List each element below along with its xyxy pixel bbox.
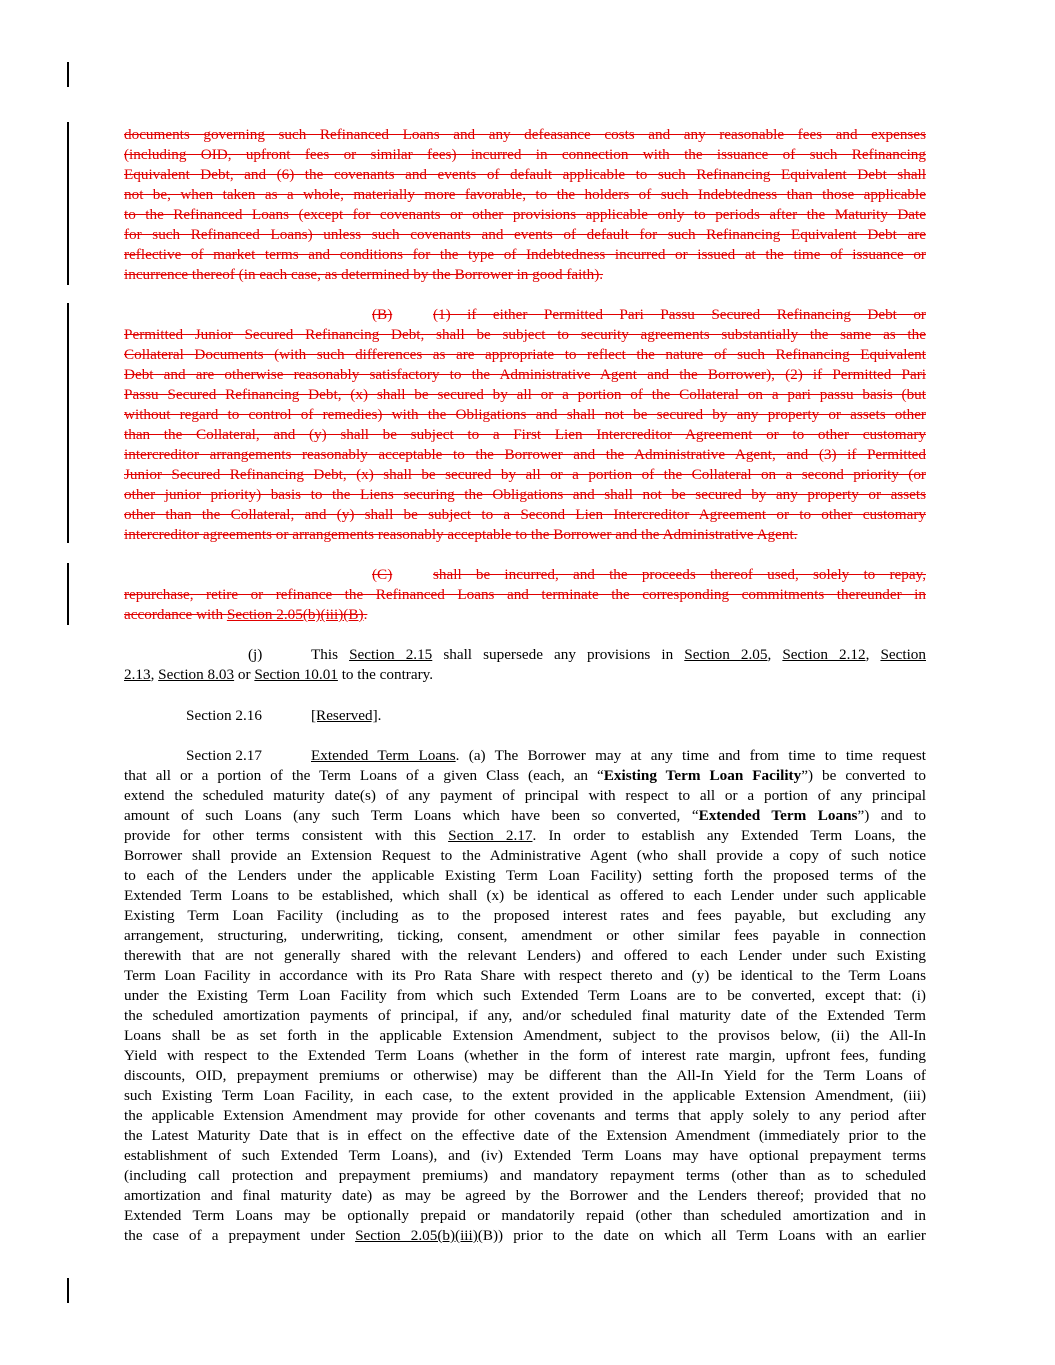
text-line: the Latest Maturity Date that is in effect on the effective date of the Extension Amendment (immediately prior to the <box>124 1127 926 1144</box>
text-line: extend the scheduled maturity date(s) of any payment of principal with respect to all or a portion of any principal <box>124 787 926 804</box>
text-run: (B)) prior to the date on which all Term Loans with an earlier <box>477 1227 926 1244</box>
text-run: ”) and to <box>857 807 926 824</box>
text-line: for such Refinanced Loans) unless such covenants and events of default for such Refinancing Equivalent Debt are <box>124 226 926 243</box>
text-line: such Existing Term Loan Facility, in each case, to the extent provided in the applicable Extension Amendment, (iii) <box>124 1087 926 1104</box>
section-reference[interactable]: Section 2.05 <box>684 646 768 663</box>
clause-label: (j) <box>248 646 263 663</box>
text-line: Borrower shall provide an Extension Request to the Administrative Agent (who shall provide a copy of such notice <box>124 847 926 864</box>
text-run: the case of a prepayment under <box>124 1227 356 1244</box>
section-reference[interactable]: Section 2.05(b)(iii) <box>355 1227 478 1244</box>
text-run: This <box>311 646 350 663</box>
change-bar <box>67 563 69 625</box>
text-line: Loans shall be as set forth in the applicable Extension Amendment, subject to the provisos below, (ii) the All-In <box>124 1027 926 1044</box>
section-number: Section 2.16 <box>186 707 262 724</box>
text-line: Yield with respect to the Extended Term Loans (whether in the form of interest rate margin, upfront fees, funding <box>124 1047 926 1064</box>
text-line: establishment of such Extended Term Loans), and (iv) Extended Term Loans may have optional prepayment terms <box>124 1147 926 1164</box>
section-reference[interactable]: Section 2.17 <box>448 827 533 844</box>
text-run: or <box>234 666 255 683</box>
text-line: to the Refinanced Loans (except for covenants or other provisions applicable only to periods after the Maturity Date <box>124 206 926 223</box>
text-line: than the Collateral, and (y) shall be subject to a First Lien Intercreditor Agreement or to other customary <box>124 426 926 443</box>
text-line <box>311 746 926 766</box>
text-line: under the Existing Term Loan Facility from which such Extended Term Loans are to be converted, except that: (i) <box>124 987 926 1004</box>
text-run: . <box>363 606 368 623</box>
text-line: Debt and are otherwise reasonably satisfactory to the Administrative Agent and the Borrower), (2) if Permitted Pari <box>124 366 926 383</box>
text-line: Term Loan Facility in accordance with its Pro Rata Share with respect thereto and (y) be identical to the Term Loans <box>124 967 926 984</box>
text-line: other than the Collateral, and (y) shall be subject to a Second Lien Intercreditor Agreement or to other customary <box>124 506 926 523</box>
text-line: to each of the Lenders under the applicable Existing Term Loan Facility) setting forth the proposed terms of the <box>124 867 926 884</box>
text-run: amount of such Loans (any such Term Loans which have been so converted, “ <box>124 807 699 824</box>
text-run: to the contrary. <box>337 666 434 683</box>
text-line <box>124 665 926 685</box>
section-title: [Reserved] <box>311 707 378 724</box>
text-line <box>124 1226 926 1246</box>
text-line: the applicable Extension Amendment may provide for other covenants and terms that apply solely to any period after <box>124 1107 926 1124</box>
change-bar <box>67 62 69 87</box>
section-reference[interactable]: Section 2.12 <box>782 646 866 663</box>
text-run: . <box>377 707 382 724</box>
text-run: . (a) The Borrower may at any time and from time to time request <box>455 747 927 764</box>
text-line <box>311 645 926 665</box>
text-line <box>124 605 926 625</box>
text-line: therewith that are not generally shared with the relevant Lenders) and offered to each Lender under such Existing <box>124 947 926 964</box>
clause-label: (C) <box>372 566 393 583</box>
section-reference[interactable]: Section 2.15 <box>349 646 433 663</box>
text-line: incurrence thereof (in each case, as determined by the Borrower in good faith). <box>124 266 604 283</box>
text-run: shall supersede any provisions in <box>432 646 685 663</box>
section-heading <box>311 706 511 726</box>
text-run: that all or a portion of the Term Loans of a given Class (each, an “ <box>124 767 604 784</box>
text-line: Permitted Junior Secured Refinancing Debt, shall be subject to security agreements substantially the same as the <box>124 326 926 343</box>
section-reference[interactable]: 2.13 <box>124 666 151 683</box>
text-line: Passu Secured Refinancing Debt, (x) shall be secured by all or a portion of the Collateral on a pari passu basis (but <box>124 386 926 403</box>
text-run: accordance with <box>124 606 227 623</box>
text-line: Equivalent Debt, and (6) the covenants and events of default applicable to such Refinancing Equivalent Debt shall <box>124 166 926 183</box>
section-reference[interactable]: Section <box>880 646 926 663</box>
text-line: amortization and final maturity date) as may be agreed by the Borrower and the Lenders thereof; provided that no <box>124 1187 926 1204</box>
text-line: Extended Term Loans may be optionally prepaid or mandatorily repaid (other than scheduled amortization and in <box>124 1207 926 1224</box>
text-line: documents governing such Refinanced Loans and any defeasance costs and any reasonable fees and expenses <box>124 126 926 143</box>
text-line: Collateral Documents (with such differences as are appropriate to reflect the nature of such Refinancing Equivalent <box>124 346 926 363</box>
text-run: provide for other terms consistent with this <box>124 827 449 844</box>
text-line: intercreditor arrangements reasonably acceptable to the Borrower and the Administrative Agent, and (3) if Permitted <box>124 446 926 463</box>
change-bar <box>67 122 69 285</box>
section-reference[interactable]: Section 8.03 <box>158 666 235 683</box>
text-line <box>124 826 926 846</box>
text-line <box>124 766 926 786</box>
clause-label: (B) <box>372 306 393 323</box>
text-line: Junior Secured Refinancing Debt, (x) shall be secured by all or a portion of the Collateral on a second priority (or <box>124 466 926 483</box>
text-line: without regard to control of remedies) with the Obligations and shall not be secured by any property or assets other <box>124 406 926 423</box>
text-line: Existing Term Loan Facility (including as to the proposed interest rates and fees payable, but excluding any <box>124 907 926 924</box>
text-run: ”) be converted to <box>801 767 927 784</box>
defined-term: Extended Term Loans <box>698 807 858 824</box>
text-line: repurchase, retire or refinance the Refinanced Loans and terminate the corresponding commitments thereunder in <box>124 586 926 603</box>
text-run: , <box>865 646 881 663</box>
section-reference[interactable]: Section 2.05(b)(iii)(B) <box>226 606 364 623</box>
text-line: (1) if either Permitted Pari Passu Secured Refinancing Debt or <box>433 306 926 323</box>
text-line: reflective of market terms and conditions for the type of Indebtedness incurred or issued at the time of issuance or <box>124 246 926 263</box>
text-line: (including call protection and prepayment premiums) and mandatory repayment terms (other than as to scheduled <box>124 1167 926 1184</box>
text-line: discounts, OID, prepayment premiums or otherwise) may be different than the All-In Yield for the Term Loans of <box>124 1067 926 1084</box>
text-run: . In order to establish any Extended Term Loans, the <box>532 827 926 844</box>
section-title: Extended Term Loans <box>311 747 456 764</box>
section-reference[interactable]: Section 10.01 <box>254 666 338 683</box>
text-line: other junior priority) basis to the Liens securing the Obligations and shall not be secured by any property or assets <box>124 486 926 503</box>
text-line: the scheduled amortization payments of principal, if any, and/or scheduled final maturity date of the Extended Term <box>124 1007 926 1024</box>
defined-term: Existing Term Loan Facility <box>603 767 802 784</box>
text-line: shall be incurred, and the proceeds thereof used, solely to repay, <box>433 566 926 583</box>
text-line: Extended Term Loans to be established, which shall (x) be identical as offered to each Lender under such applicable <box>124 887 926 904</box>
change-bar <box>67 1278 69 1303</box>
text-line <box>124 806 926 826</box>
text-run: , <box>767 646 783 663</box>
section-number: Section 2.17 <box>186 747 262 764</box>
text-line: arrangement, structuring, underwriting, ticking, consent, amendment or other similar fees payable in connection <box>124 927 926 944</box>
text-line: not be, when taken as a whole, materially more favorable, to the holders of such Indebtedness than those applicable <box>124 186 926 203</box>
change-bar <box>67 303 69 543</box>
text-line: intercreditor agreements or arrangements reasonably acceptable to the Borrower and the Administrative Agent. <box>124 526 798 543</box>
text-run: , <box>150 666 159 683</box>
text-line: (including OID, upfront fees or similar fees) incurred in connection with the issuance of such Refinancing <box>124 146 926 163</box>
